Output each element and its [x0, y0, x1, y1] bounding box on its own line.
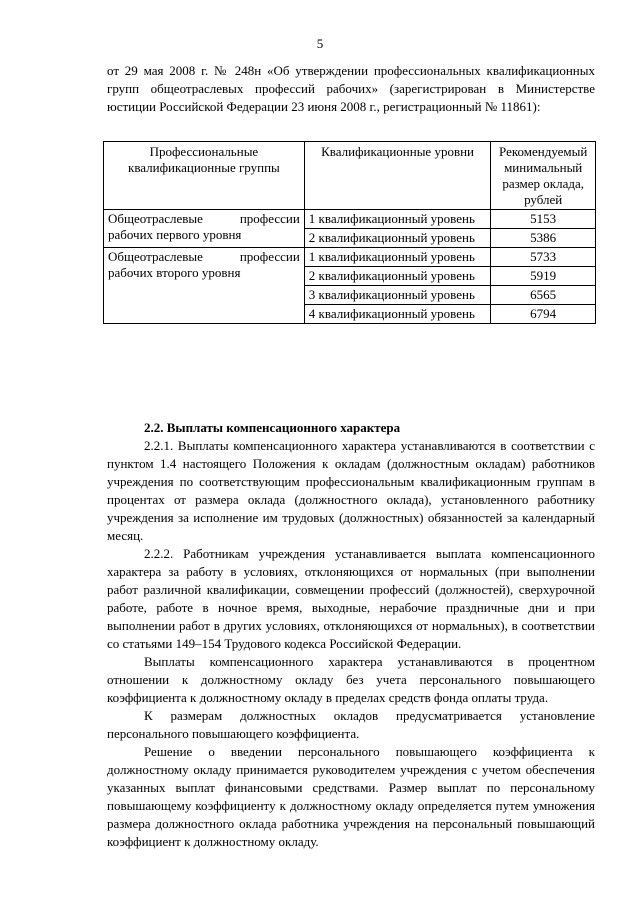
level-cell: 1 квалификационный уровень: [304, 210, 491, 229]
intro-paragraph: от 29 мая 2008 г. № 248н «Об утверждении профессиональных квалификационных групп общеотраслевых профессий рабочих» (зарегистрирован в Министерстве юстиции Российской Федерации 23 июня 2008 г., регистрационный № 11861):: [107, 63, 595, 114]
paragraph: Выплаты компенсационного характера устанавливаются в процентном отношении к должностному окладу без учета персонального повышающего коэффициента к должностному окладу в пределах средств фонда оплаты труда.: [107, 654, 595, 705]
group-name: Общеотраслевые профессии рабочих второго уровня: [104, 248, 305, 324]
salary-cell: 5153: [491, 210, 596, 229]
header-levels: Квалификационные уровни: [304, 142, 491, 210]
paragraph: 2.2.1. Выплаты компенсационного характера устанавливаются в соответствии с пунктом 1.4 настоящего Положения к окладам (должностным окладам) работников учреждения по соответствующим профессиональным квалификационным группам в процентах от размера оклада (должностного оклада), установленного работнику учреждения за исполнение им трудовых (должностных) обязанностей за календарный месяц.: [107, 438, 595, 543]
salary-cell: 6565: [491, 286, 596, 305]
table-row: [104, 248, 596, 267]
section-heading: 2.2. Выплаты компенсационного характера: [144, 420, 401, 435]
salary-cell: 6794: [491, 305, 596, 324]
salary-cell: 5733: [491, 248, 596, 267]
salary-table: [103, 141, 596, 324]
paragraph: К размерам должностных окладов предусматривается установление персонального повышающего коэффициента.: [107, 708, 595, 741]
level-cell: 2 квалификационный уровень: [304, 267, 491, 286]
table-row: [104, 210, 596, 229]
header-groups: Профессиональные квалификационные группы: [104, 142, 305, 210]
salary-cell: 5919: [491, 267, 596, 286]
table-header-row: [104, 142, 596, 210]
level-cell: 2 квалификационный уровень: [304, 229, 491, 248]
paragraph: Решение о введении персонального повышающего коэффициента к должностному окладу принимается руководителем учреждения с учетом обеспечения указанных выплат финансовыми средствами. Размер выплат по персональному повышающему коэффициенту к должностному окладу определяется путем умножения размера должностного оклада работника учреждения на персональный повышающий коэффициент к должностному окладу.: [107, 744, 595, 849]
level-cell: 1 квалификационный уровень: [304, 248, 491, 267]
salary-cell: 5386: [491, 229, 596, 248]
section-body: [107, 419, 595, 851]
group-name: Общеотраслевые профессии рабочих первого уровня: [104, 210, 305, 248]
header-salary: Рекомендуемый минимальный размер оклада, рублей: [491, 142, 596, 210]
level-cell: 3 квалификационный уровень: [304, 286, 491, 305]
paragraph: 2.2.2. Работникам учреждения устанавливается выплата компенсационного характера за работу в условиях, отклоняющихся от нормальных (при выполнении работ различной квалификации, совмещении профессий (должностей), сверхурочной работе, работе в ночное время, выходные, нерабочие праздничные дни и при выполнении работ в других условиях, отклоняющихся от нормальных), в соответствии со статьями 149–154 Трудового кодекса Российской Федерации.: [107, 546, 595, 651]
page-number: 5: [316, 36, 324, 51]
level-cell: 4 квалификационный уровень: [304, 305, 491, 324]
